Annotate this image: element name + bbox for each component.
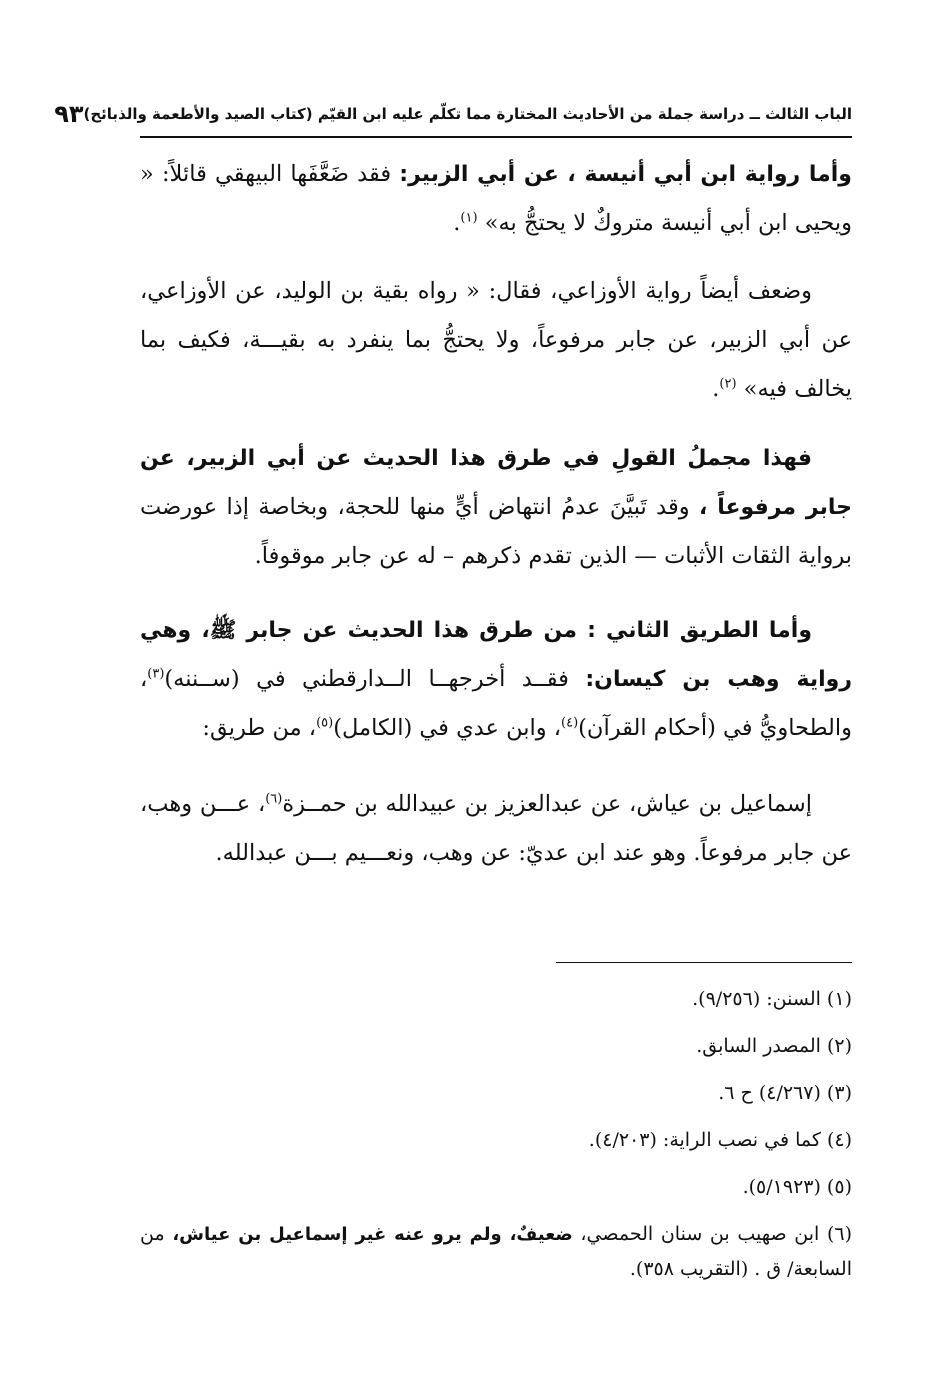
footnote-bold: ضعيفٌ، ولم يرو عنه غير إسماعيل بن عياش،: [172, 1224, 573, 1245]
footnote-ref: (٤): [561, 715, 579, 731]
paragraph-abi-unaysa: [140, 150, 852, 248]
footnote-ref: (٥): [316, 715, 334, 731]
footnote-5: (٥) (٥/١٩٢٣).: [742, 1176, 852, 1198]
paragraph-text: وقد تَبيَّنَ عدمُ انتهاض أيٍّ منها للحجة، وبخاصة إذا عورضت برواية الثقات الأثبات — الذين تقدم ذكرهم – له عن جابر موقوفاً.: [140, 494, 852, 569]
paragraph-isnad: [140, 780, 852, 878]
paragraph-text: ، من طريق:: [202, 715, 317, 741]
paragraph-text: ، وابن عدي في (الكامل): [333, 715, 561, 741]
paragraph-summary: [140, 434, 852, 581]
paragraph-text: إسماعيل بن عياش، عن عبدالعزيز بن عبيدالله بن حمــزة: [282, 791, 812, 817]
paragraph-text: ، والطحاويُّ في (أحكام القرآن): [140, 666, 852, 741]
paragraph-text: وضعف أيضاً رواية الأوزاعي، فقال: « رواه بقية بن الوليد، عن الأوزاعي، عن أبي الزبير، عن جابر مرفوعاً، ولا يحتجُّ بما ينفرد به بقيـــة، فكيف بما يخالف فيه»: [140, 278, 852, 402]
header-title: الباب الثالث ــ دراسة جملة من الأحاديث المختارة مما تكلّم عليه ابن القيّم (كتاب الصيد والأطعمة والذبائح): [83, 105, 852, 123]
footnote-6: [140, 1217, 852, 1286]
paragraph-second-path: [140, 606, 852, 753]
paragraph-end: .: [453, 210, 461, 236]
paragraph-end: .: [712, 376, 720, 402]
paragraph-awzai: [140, 267, 852, 414]
footnote-ref: (٢): [719, 376, 737, 392]
footnote-text: (٦) ابن صهيب بن سنان الحمصي،: [572, 1223, 853, 1245]
page-number: ٩٣: [54, 100, 84, 128]
paragraph-text: فقد ضَعَّفَها البيهقي قائلاً: « ويحيى ابن أبي أنيسة متروكٌ لا يحتجُّ به»: [140, 161, 852, 236]
paragraph-lead: وأما رواية ابن أبي أنيسة ، عن أبي الزبير:: [399, 162, 852, 187]
footnote-text: من السابعة/ ق . (التقريب ٣٥٨).: [140, 1223, 852, 1280]
paragraph-lead: فهذا مجملُ القولِ في طرق هذا الحديث عن أبي الزبير، عن جابر مرفوعاً ،: [140, 446, 852, 520]
footnote-2: (٢) المصدر السابق.: [696, 1035, 852, 1057]
footnote-3: (٣) (٤/٢٦٧) ح ٦.: [718, 1082, 852, 1104]
paragraph-text: ، عـــن وهب، عن جابر مرفوعاً. وهو عند ابن عديّ: عن وهب، ونعـــيم بـــن عبدالله.: [140, 791, 852, 866]
paragraph-lead: وأما الطريق الثاني : من طرق هذا الحديث عن جابر ﷺ، وهي رواية وهب بن كيسان:: [140, 618, 852, 692]
footnote-separator: [556, 962, 852, 963]
paragraph-text: فقــد أخرجهــا الــدارقطني في (ســننه): [164, 666, 586, 692]
footnote-ref: (٦): [265, 791, 283, 807]
footnotes: [140, 982, 852, 1299]
footnote-ref: (١): [460, 210, 478, 226]
footnote-4: (٤) كما في نصب الراية: (٤/٢٠٣).: [588, 1129, 852, 1151]
running-header: [54, 92, 852, 138]
footnote-ref: (٣): [147, 666, 165, 682]
footnote-1: (١) السنن: (٩/٢٥٦).: [692, 988, 852, 1010]
